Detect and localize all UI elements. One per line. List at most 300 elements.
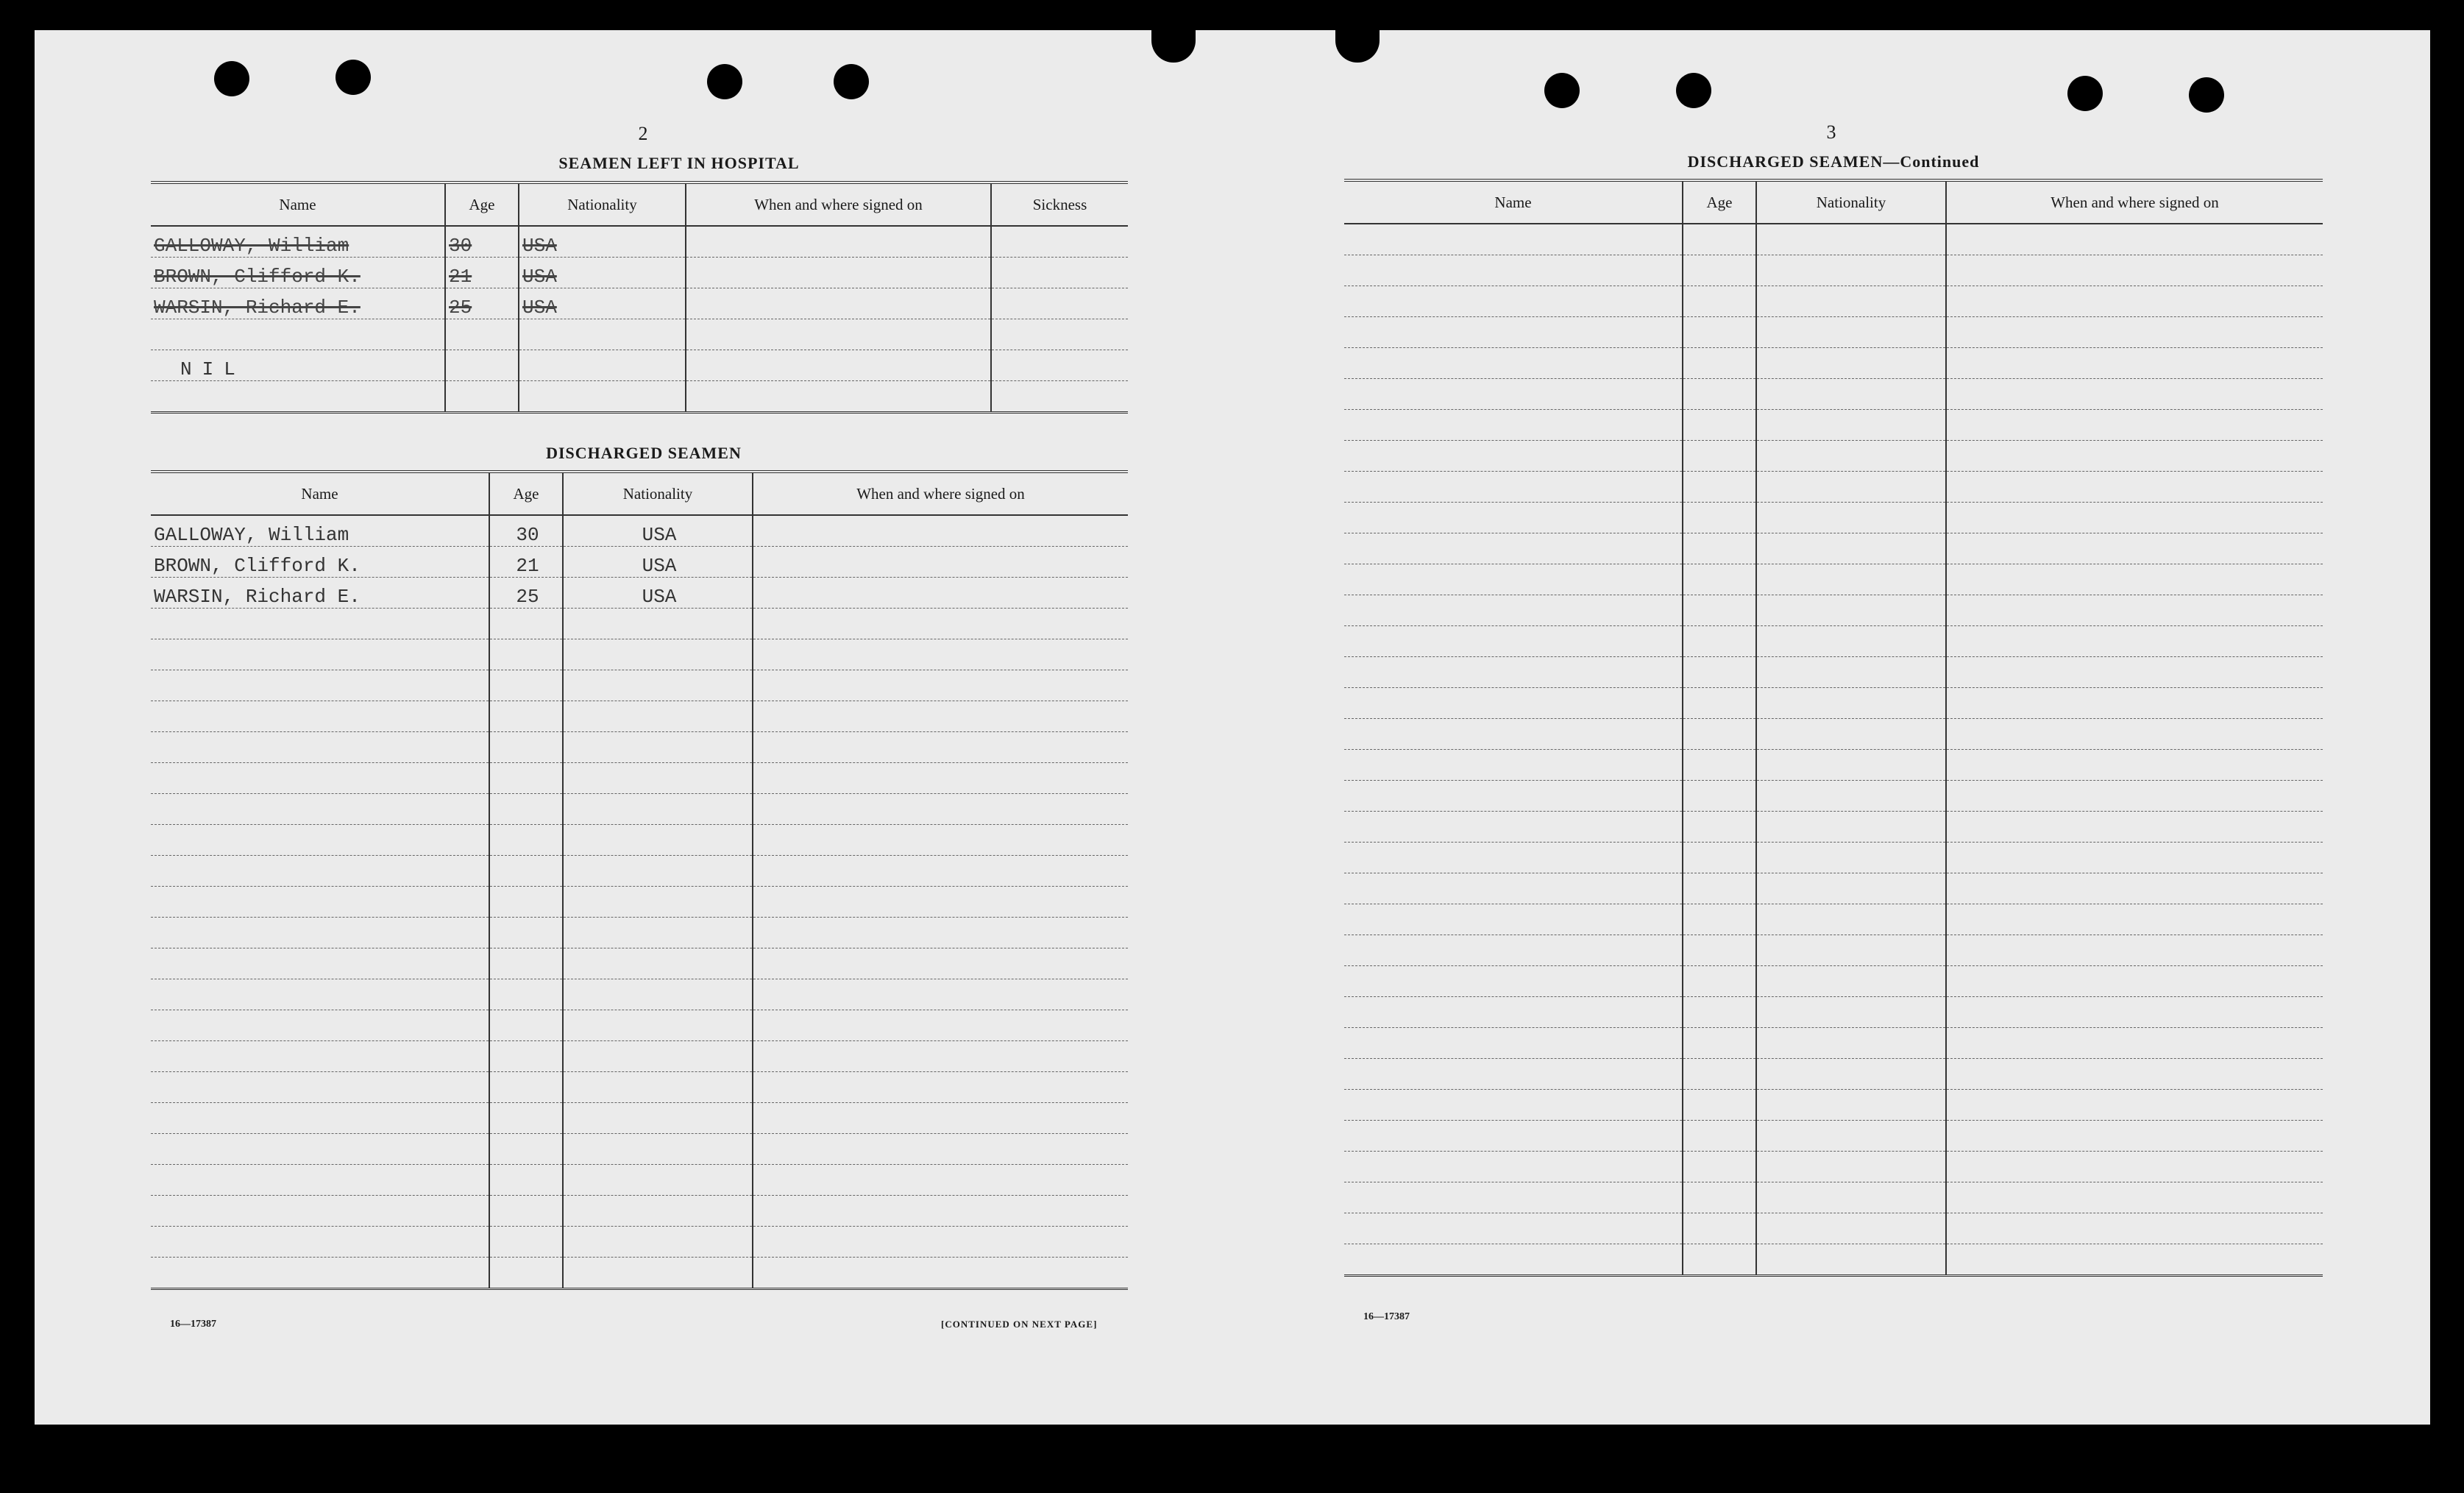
blank-cell <box>1344 657 1683 688</box>
punch-hole <box>335 60 371 95</box>
blank-row <box>151 763 1128 794</box>
age-cell <box>445 381 519 413</box>
blank-cell <box>1683 595 1756 626</box>
blank-cell <box>1344 286 1683 317</box>
blank-cell <box>1344 1090 1683 1121</box>
blank-cell <box>1344 966 1683 997</box>
blank-cell <box>489 948 563 979</box>
blank-cell <box>563 639 753 670</box>
hospital-section-title: SEAMEN LEFT IN HOSPITAL <box>558 154 800 172</box>
blank-cell <box>151 979 489 1010</box>
signed-on-cell <box>686 381 991 413</box>
blank-cell <box>1683 1213 1756 1244</box>
blank-row <box>1344 286 2323 317</box>
blank-cell <box>1344 224 1683 255</box>
blank-cell <box>1946 595 2323 626</box>
blank-cell <box>563 918 753 948</box>
blank-cell <box>753 670 1128 701</box>
blank-cell <box>1683 441 1756 472</box>
blank-row <box>151 701 1128 732</box>
blank-cell <box>1756 873 1946 904</box>
blank-cell <box>1756 286 1946 317</box>
signed-on-cell <box>686 288 991 319</box>
col-header-name: Name <box>151 182 445 226</box>
blank-cell <box>151 918 489 948</box>
blank-cell <box>753 639 1128 670</box>
sickness-cell <box>991 319 1128 350</box>
blank-cell <box>1683 379 1756 410</box>
binding-notch <box>1151 30 1196 63</box>
blank-row <box>1344 379 2323 410</box>
blank-cell <box>489 1010 563 1041</box>
blank-row <box>151 1072 1128 1103</box>
blank-cell <box>1756 472 1946 503</box>
punch-hole <box>2189 77 2224 113</box>
blank-cell <box>1756 1213 1946 1244</box>
punch-hole <box>214 61 249 96</box>
blank-cell <box>1946 255 2323 286</box>
blank-cell <box>1756 1121 1946 1152</box>
blank-cell <box>1946 286 2323 317</box>
sickness-cell <box>991 350 1128 381</box>
blank-row <box>1344 1059 2323 1090</box>
blank-cell <box>151 639 489 670</box>
col-header-sickness: Sickness <box>991 182 1128 226</box>
blank-cell <box>753 979 1128 1010</box>
blank-row <box>1344 255 2323 286</box>
nil-entry: NIL <box>151 350 445 381</box>
blank-cell <box>1344 1182 1683 1213</box>
col-header-signed-on: When and where signed on <box>753 472 1128 515</box>
struck-name: BROWN, Clifford K. <box>154 266 361 288</box>
blank-row <box>1344 688 2323 719</box>
blank-row <box>151 1010 1128 1041</box>
blank-cell <box>489 856 563 887</box>
signed-on-cell <box>753 578 1128 609</box>
struck-nationality: USA <box>522 266 557 288</box>
blank-cell <box>151 1258 489 1289</box>
blank-cell <box>1756 1028 1946 1059</box>
blank-cell <box>489 670 563 701</box>
blank-row <box>151 948 1128 979</box>
blank-cell <box>1946 1244 2323 1276</box>
blank-cell <box>489 609 563 639</box>
struck-age: 30 <box>449 235 472 257</box>
blank-cell <box>1756 781 1946 812</box>
name-cell: WARSIN, Richard E. <box>151 578 489 609</box>
blank-cell <box>1756 255 1946 286</box>
blank-row <box>151 670 1128 701</box>
blank-cell <box>1683 626 1756 657</box>
blank-cell <box>1946 1182 2323 1213</box>
blank-row <box>151 856 1128 887</box>
name-cell: BROWN, Clifford K. <box>151 547 489 578</box>
blank-cell <box>563 794 753 825</box>
blank-row <box>1344 410 2323 441</box>
blank-row <box>1344 935 2323 966</box>
blank-cell <box>151 1103 489 1134</box>
blank-cell <box>753 1072 1128 1103</box>
blank-row <box>151 887 1128 918</box>
blank-cell <box>489 701 563 732</box>
blank-cell <box>1683 472 1756 503</box>
blank-cell <box>1946 904 2323 935</box>
blank-row <box>1344 843 2323 873</box>
col-header-nationality: Nationality <box>1756 180 1946 224</box>
nationality-cell <box>519 319 686 350</box>
blank-row <box>151 1258 1128 1289</box>
blank-cell <box>1756 688 1946 719</box>
blank-cell <box>1756 441 1946 472</box>
blank-cell <box>1946 966 2323 997</box>
table-row <box>151 226 1128 258</box>
blank-cell <box>563 701 753 732</box>
blank-row <box>151 732 1128 763</box>
blank-cell <box>1946 657 2323 688</box>
col-header-nationality: Nationality <box>563 472 753 515</box>
blank-cell <box>1344 997 1683 1028</box>
discharged-continued-title <box>1344 152 2323 171</box>
struck-name: WARSIN, Richard E. <box>154 297 361 319</box>
blank-row <box>151 825 1128 856</box>
name-cell: GALLOWAY, William <box>151 515 489 547</box>
blank-cell <box>1756 379 1946 410</box>
blank-cell <box>489 1134 563 1165</box>
blank-cell <box>1946 1121 2323 1152</box>
discharged-continued-table <box>1344 179 2323 1277</box>
blank-cell <box>1946 719 2323 750</box>
signed-on-cell <box>753 547 1128 578</box>
signed-on-cell <box>753 515 1128 547</box>
blank-cell <box>1344 441 1683 472</box>
blank-cell <box>151 887 489 918</box>
blank-cell <box>151 948 489 979</box>
blank-cell <box>1683 997 1756 1028</box>
signed-on-cell <box>686 258 991 288</box>
blank-cell <box>1344 317 1683 348</box>
blank-cell <box>151 670 489 701</box>
blank-cell <box>563 856 753 887</box>
blank-cell <box>1344 410 1683 441</box>
blank-cell <box>1756 1059 1946 1090</box>
blank-cell <box>1756 1182 1946 1213</box>
blank-cell <box>753 1010 1128 1041</box>
blank-cell <box>1344 843 1683 873</box>
blank-row <box>1344 997 2323 1028</box>
blank-cell <box>753 609 1128 639</box>
blank-cell <box>1344 750 1683 781</box>
blank-cell <box>489 887 563 918</box>
blank-cell <box>151 1196 489 1227</box>
blank-row <box>1344 595 2323 626</box>
blank-cell <box>151 1041 489 1072</box>
blank-row <box>1344 1121 2323 1152</box>
blank-cell <box>563 763 753 794</box>
col-header-nationality: Nationality <box>519 182 686 226</box>
blank-cell <box>1756 843 1946 873</box>
blank-row <box>1344 533 2323 564</box>
blank-cell <box>563 732 753 763</box>
form-number-right: 16—17387 <box>1363 1311 1410 1322</box>
blank-row <box>151 1103 1128 1134</box>
blank-cell <box>489 1072 563 1103</box>
blank-row <box>1344 564 2323 595</box>
blank-row <box>1344 1090 2323 1121</box>
blank-cell <box>1946 843 2323 873</box>
age-cell: 30 <box>489 515 563 547</box>
blank-row <box>1344 781 2323 812</box>
blank-row <box>1344 441 2323 472</box>
blank-cell <box>1683 410 1756 441</box>
blank-cell <box>1683 781 1756 812</box>
table-row <box>151 515 1128 547</box>
blank-cell <box>753 825 1128 856</box>
blank-cell <box>1946 503 2323 533</box>
struck-nationality: USA <box>522 235 557 257</box>
blank-cell <box>1946 1213 2323 1244</box>
blank-cell <box>489 763 563 794</box>
table-row <box>151 381 1128 413</box>
blank-cell <box>489 979 563 1010</box>
blank-cell <box>753 1041 1128 1072</box>
name-cell <box>151 381 445 413</box>
blank-cell <box>1756 348 1946 379</box>
blank-cell <box>489 794 563 825</box>
table-row <box>151 578 1128 609</box>
blank-cell <box>1344 503 1683 533</box>
blank-cell <box>1344 781 1683 812</box>
blank-cell <box>1946 1152 2323 1182</box>
blank-row <box>1344 348 2323 379</box>
blank-row <box>1344 873 2323 904</box>
blank-cell <box>563 1165 753 1196</box>
blank-cell <box>1683 719 1756 750</box>
blank-cell <box>1756 224 1946 255</box>
blank-cell <box>1683 873 1756 904</box>
blank-cell <box>563 670 753 701</box>
blank-cell <box>1683 564 1756 595</box>
nationality-cell: USA <box>563 578 753 609</box>
punch-hole <box>2067 76 2103 111</box>
nationality-cell: USA <box>563 547 753 578</box>
blank-cell <box>151 732 489 763</box>
blank-cell <box>489 825 563 856</box>
blank-cell <box>1756 904 1946 935</box>
sickness-cell <box>991 381 1128 413</box>
blank-cell <box>1683 1059 1756 1090</box>
blank-row <box>151 609 1128 639</box>
blank-cell <box>1344 812 1683 843</box>
blank-row <box>1344 812 2323 843</box>
blank-cell <box>1344 472 1683 503</box>
blank-cell <box>1344 873 1683 904</box>
blank-cell <box>489 918 563 948</box>
blank-cell <box>1756 1244 1946 1276</box>
blank-row <box>1344 966 2323 997</box>
blank-cell <box>563 1041 753 1072</box>
struck-name: GALLOWAY, William <box>154 235 349 257</box>
blank-cell <box>1683 1028 1756 1059</box>
blank-cell <box>1683 935 1756 966</box>
blank-cell <box>1683 503 1756 533</box>
blank-row <box>151 1041 1128 1072</box>
punch-hole <box>834 64 869 99</box>
blank-cell <box>489 1258 563 1289</box>
blank-cell <box>151 1134 489 1165</box>
blank-cell <box>1344 379 1683 410</box>
blank-cell <box>1756 564 1946 595</box>
blank-row <box>1344 657 2323 688</box>
punch-hole <box>707 64 742 99</box>
blank-cell <box>1756 410 1946 441</box>
blank-cell <box>563 1072 753 1103</box>
age-cell <box>445 350 519 381</box>
blank-cell <box>753 763 1128 794</box>
blank-cell <box>1344 1121 1683 1152</box>
blank-cell <box>1946 348 2323 379</box>
age-cell: 25 <box>489 578 563 609</box>
table-row <box>151 319 1128 350</box>
blank-cell <box>753 1258 1128 1289</box>
blank-cell <box>489 1041 563 1072</box>
blank-cell <box>1683 843 1756 873</box>
blank-row <box>151 1165 1128 1196</box>
age-cell: 21 <box>489 547 563 578</box>
blank-cell <box>489 1165 563 1196</box>
blank-row <box>1344 1244 2323 1276</box>
blank-row <box>1344 472 2323 503</box>
blank-cell <box>1946 935 2323 966</box>
blank-cell <box>753 1227 1128 1258</box>
blank-cell <box>1946 379 2323 410</box>
blank-cell <box>1344 255 1683 286</box>
blank-cell <box>1344 935 1683 966</box>
blank-cell <box>563 1258 753 1289</box>
blank-cell <box>1683 812 1756 843</box>
blank-cell <box>1344 1152 1683 1182</box>
blank-cell <box>753 1196 1128 1227</box>
blank-row <box>1344 1152 2323 1182</box>
blank-cell <box>1683 657 1756 688</box>
col-header-age: Age <box>489 472 563 515</box>
blank-cell <box>1683 688 1756 719</box>
sickness-cell <box>991 258 1128 288</box>
nationality-cell <box>519 381 686 413</box>
blank-row <box>1344 503 2323 533</box>
blank-row <box>151 918 1128 948</box>
blank-cell <box>1683 966 1756 997</box>
blank-cell <box>753 1134 1128 1165</box>
age-cell <box>445 319 519 350</box>
blank-cell <box>1344 348 1683 379</box>
blank-cell <box>151 609 489 639</box>
blank-cell <box>1756 935 1946 966</box>
blank-row <box>1344 626 2323 657</box>
blank-cell <box>1683 904 1756 935</box>
table-row <box>151 350 1128 381</box>
blank-cell <box>1683 317 1756 348</box>
blank-cell <box>753 948 1128 979</box>
blank-cell <box>1683 533 1756 564</box>
blank-cell <box>489 1227 563 1258</box>
blank-cell <box>563 887 753 918</box>
table-row <box>151 258 1128 288</box>
col-header-age: Age <box>1683 180 1756 224</box>
col-header-signed-on: When and where signed on <box>686 182 991 226</box>
blank-cell <box>1344 595 1683 626</box>
blank-cell <box>1683 286 1756 317</box>
blank-cell <box>1683 1090 1756 1121</box>
blank-cell <box>1683 255 1756 286</box>
blank-row <box>151 639 1128 670</box>
blank-cell <box>1683 1152 1756 1182</box>
sickness-cell <box>991 288 1128 319</box>
blank-cell <box>1946 410 2323 441</box>
title-continued: —Continued <box>1883 152 1980 171</box>
blank-row <box>151 1196 1128 1227</box>
blank-cell <box>1946 688 2323 719</box>
blank-cell <box>1946 626 2323 657</box>
nationality-cell: USA <box>563 515 753 547</box>
title-main: DISCHARGED SEAMEN <box>1687 152 1883 171</box>
blank-row <box>1344 1028 2323 1059</box>
signed-on-cell <box>686 226 991 258</box>
blank-cell <box>1946 1028 2323 1059</box>
blank-row <box>151 1227 1128 1258</box>
blank-cell <box>1946 781 2323 812</box>
blank-cell <box>1946 317 2323 348</box>
blank-cell <box>753 1103 1128 1134</box>
struck-nationality: USA <box>522 297 557 319</box>
blank-cell <box>1756 317 1946 348</box>
blank-cell <box>1756 719 1946 750</box>
blank-cell <box>489 639 563 670</box>
blank-cell <box>563 1103 753 1134</box>
page-number-left: 2 <box>638 123 648 144</box>
blank-cell <box>753 918 1128 948</box>
struck-age: 25 <box>449 297 472 319</box>
blank-cell <box>151 825 489 856</box>
blank-cell <box>563 948 753 979</box>
blank-cell <box>1683 750 1756 781</box>
punch-hole <box>1676 73 1711 108</box>
binding-notch <box>1335 30 1380 63</box>
col-header-signed-on: When and where signed on <box>1946 180 2323 224</box>
blank-cell <box>1683 1182 1756 1213</box>
blank-cell <box>1946 533 2323 564</box>
signed-on-cell <box>686 350 991 381</box>
discharged-table <box>151 470 1128 1290</box>
blank-row <box>1344 750 2323 781</box>
blank-row <box>1344 317 2323 348</box>
blank-cell <box>563 1227 753 1258</box>
blank-cell <box>1756 657 1946 688</box>
discharged-section-title: DISCHARGED SEAMEN <box>546 444 742 462</box>
blank-cell <box>753 887 1128 918</box>
blank-cell <box>1756 626 1946 657</box>
blank-cell <box>753 794 1128 825</box>
blank-cell <box>1683 1121 1756 1152</box>
punch-hole <box>1544 73 1580 108</box>
blank-cell <box>1344 1244 1683 1276</box>
sickness-cell <box>991 226 1128 258</box>
blank-cell <box>151 794 489 825</box>
blank-cell <box>563 825 753 856</box>
blank-row <box>151 794 1128 825</box>
col-header-name: Name <box>1344 180 1683 224</box>
table-row <box>151 288 1128 319</box>
blank-cell <box>1946 441 2323 472</box>
